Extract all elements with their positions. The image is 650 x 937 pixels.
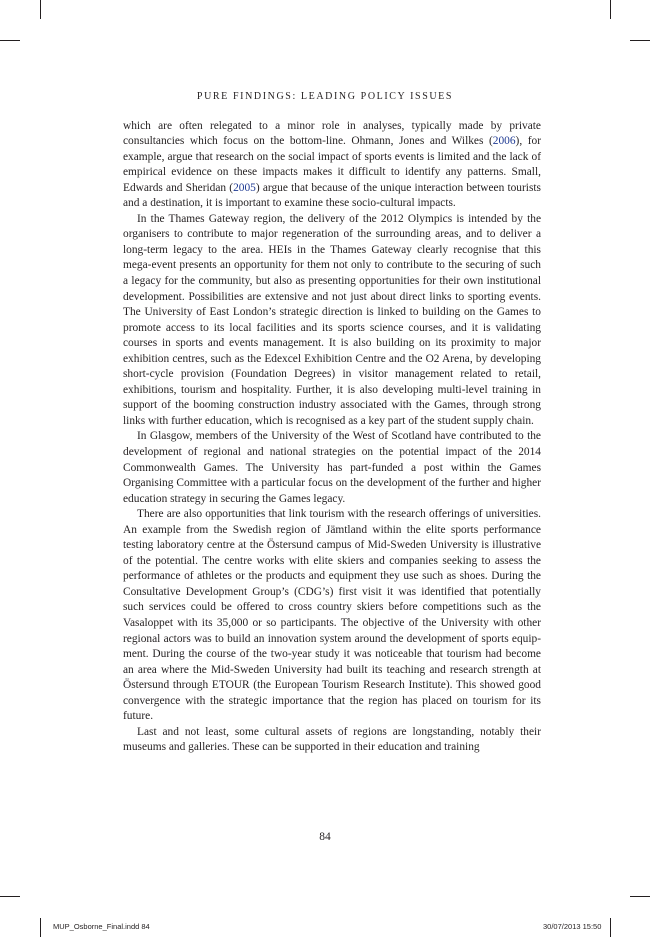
running-head: PURE FINDINGS: LEADING POLICY ISSUES (196, 91, 454, 102)
text-run: ), for example, argue that research on the social impact of sports events is limited and the lack of empirical evidence on these impacts makes it difficult to identify any patterns. Small, Edwards and Sheridan ( (123, 135, 541, 194)
crop-mark (0, 40, 20, 41)
body-text (123, 119, 541, 756)
crop-mark (40, 918, 41, 937)
text-run: Last and not least, some cultural assets of regions are longstanding, notably their museums and galleries. These can be supported in their education and training (123, 725, 541, 754)
citation-year-link[interactable]: 2005 (233, 181, 256, 194)
paragraph (123, 725, 541, 756)
crop-mark (0, 896, 20, 897)
paragraph (123, 212, 541, 430)
crop-mark (630, 896, 650, 897)
slug-timestamp: 30/07/2013 15:50 (543, 922, 602, 931)
crop-mark (610, 918, 611, 937)
text-run: There are also opportunities that link tourism with the research offerings of universities. An example from the Swedish region of Jämtland within the elite sports performance testing laboratory centre at the Östersund campus of Mid-Sweden University is illustrative of the potential. The centre works with elite skiers and companies seeking to assess the performance of athletes or the products and equipment they use such as shoes. During the Consultative Development Group’s (CDG’s) first visit it was identified that potentially such services could be offered to cross country skiers before competitions such as the Vasaloppet with its 35,000 or so participants. The objective of the University with other regional actors was to build an innovation system around the development of sports equipment. During the course of the two-year study it was noticeable that tourism had become an area where the Mid-Sweden University had built its teaching and research strength at Östersund through ETOUR (the European Tourism Research Institute). This showed good convergence with the strategic importance that the region has placed on tourism for its future. (123, 508, 541, 723)
crop-mark (40, 0, 41, 19)
text-run: ) argue that because of the unique interaction between tourists and a destination, it is important to examine these socio-cultural impacts. (123, 181, 541, 210)
paragraph (123, 429, 541, 507)
text-run: which are often relegated to a minor role in analyses, typically made by private consultancies which focus on the bottom-line. Ohmann, Jones and Wilkes ( (123, 119, 541, 148)
crop-mark (630, 40, 650, 41)
text-run: In the Thames Gateway region, the delivery of the 2012 Olympics is intended by the organisers to contribute to major regeneration of the surrounding areas, and to deliver a long-term legacy to the area. HEIs in the Thames Gateway clearly recognise that this mega-event presents an opportunity for them not only to contribute to the securing of such a legacy for the community, but also as presenting opportunities for their own institutional development. Possibilities are extensive and not just about direct links to sporting events. The University of East London’s strategic direction is linked to building on the Games to promote access to its local facilities and its sports science courses, and it is validating courses in sports and events management. It is also building on its proximity to major exhibition centres, such as the Edexcel Exhibition Centre and the O2 Arena, by developing short-cycle provision (Foundation Degrees) in visitor management related to retail, exhibitions, tourism and hospitality. Further, it is also developing multi-level training in support of the booming construction industry associated with the Games, through strong links with further education, which is recognised as a key part of the student supply chain. (123, 212, 541, 427)
text-run: In Glasgow, members of the University of the West of Scotland have contributed to the development of regional and national strategies on the potential impact of the 2014 Commonwealth Games. The University has part-funded a post within the Games Organising Committee with a particular focus on the development of the further and higher education strategy in securing the Games legacy. (123, 430, 541, 505)
paragraph (123, 507, 541, 725)
page-number: 84 (319, 831, 331, 843)
citation-year-link[interactable]: 2006 (492, 135, 516, 148)
slug-file-info: MUP_Osborne_Final.indd 84 (53, 922, 150, 931)
paragraph (123, 119, 541, 212)
crop-mark (610, 0, 611, 19)
